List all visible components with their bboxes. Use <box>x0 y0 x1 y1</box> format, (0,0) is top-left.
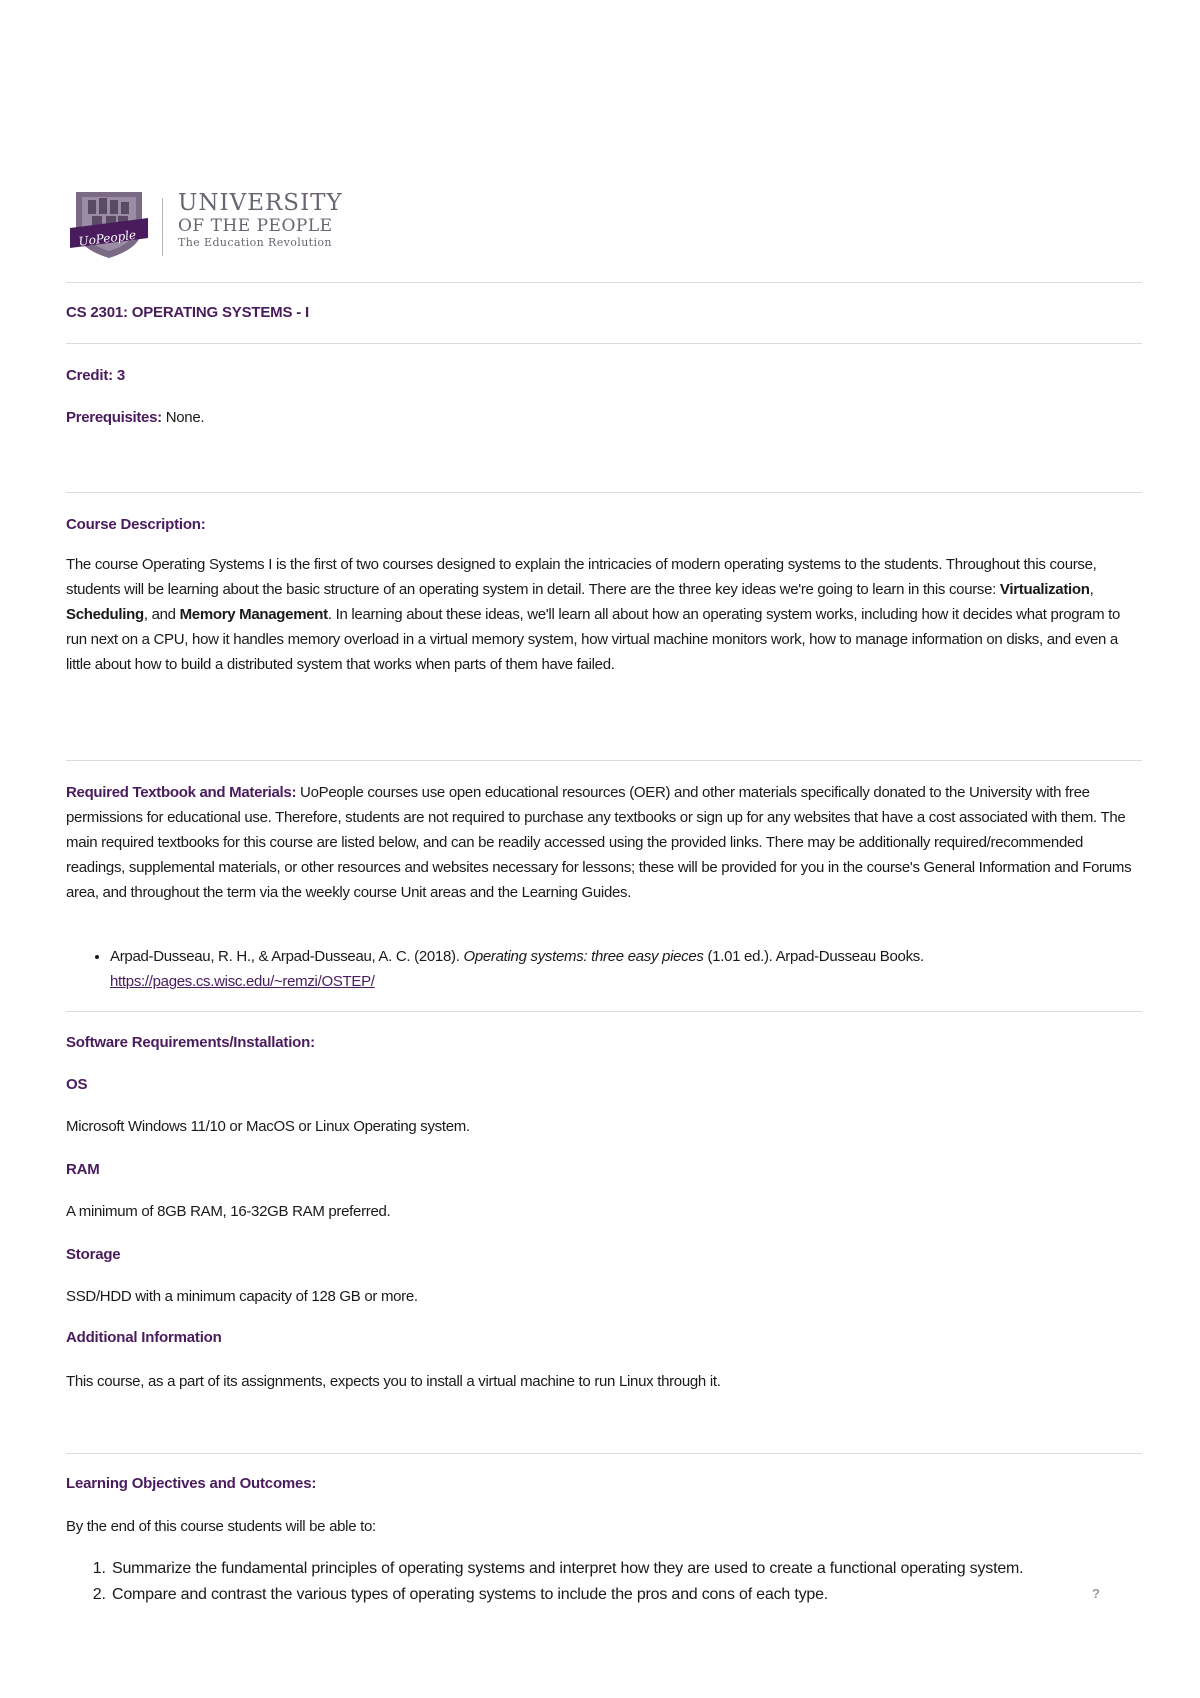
reference-title: Operating systems: three easy pieces <box>463 948 704 965</box>
textbook-list <box>66 944 1186 994</box>
storage-heading: Storage <box>66 1246 121 1263</box>
required-materials-text <box>66 780 1142 905</box>
divider <box>66 1453 1142 1454</box>
additional-information-text: This course, as a part of its assignments, expects you to install a virtual machine to run Linux through it. <box>66 1373 721 1390</box>
additional-information-heading: Additional Information <box>66 1329 222 1346</box>
course-prerequisites <box>66 405 1142 430</box>
reference-authors: Arpad-Dusseau, R. H., & Arpad-Dusseau, A. C. (2018). <box>110 948 464 965</box>
os-text: Microsoft Windows 11/10 or MacOS or Linux Operating system. <box>66 1118 470 1135</box>
prerequisites-value: None. <box>161 409 205 426</box>
uopeople-shield-icon <box>66 188 152 260</box>
required-materials-body: UoPeople courses use open educational resources (OER) and other materials specifically donated to the University with free permissions for educational use. Therefore, students are not required to purchase any textbooks or sign up for any websites that have a cost associated with them. The main required textbooks for this course are listed below, and can be readily accessed using the provided links. There may be additionally required/recommended readings, supplemental materials, or other resources and websites necessary for lessons; these will be provided for you in the course's General Information and Forums area, and throughout the term via the weekly course Unit areas and the Learning Guides. <box>66 784 1132 901</box>
logo-wordmark <box>178 190 343 250</box>
course-title: CS 2301: OPERATING SYSTEMS - I <box>66 304 309 321</box>
learning-objectives-list <box>66 1556 1186 1608</box>
logo-line-university: UNIVERSITY <box>178 190 343 216</box>
keyword-scheduling: Scheduling <box>66 606 144 623</box>
divider <box>66 282 1142 283</box>
description-text-part: . In learning about these ideas, we'll learn all about how an operating system works, including how it decides what program to run next on a CPU, how it handles memory overload in a virtual memory system, how virtual machine monitors work, how to manage information on disks, and even a little about how to build a distributed system that works when parts of them have failed. <box>66 606 1121 673</box>
keyword-memory-management: Memory Management <box>179 606 328 623</box>
learning-objectives-heading: Learning Objectives and Outcomes: <box>66 1475 317 1492</box>
help-question-icon[interactable]: ? <box>1092 1586 1100 1601</box>
course-description-heading: Course Description: <box>66 516 206 533</box>
logo-divider <box>162 198 163 256</box>
course-description-text <box>66 552 1142 677</box>
svg-text:UoPeople: UoPeople <box>77 227 137 249</box>
divider <box>66 343 1142 344</box>
ram-text: A minimum of 8GB RAM, 16-32GB RAM preferred. <box>66 1203 391 1220</box>
prerequisites-label: Prerequisites: <box>66 409 162 426</box>
required-materials-label: Required Textbook and Materials: <box>66 784 297 801</box>
os-heading: OS <box>66 1076 88 1093</box>
divider <box>66 492 1142 493</box>
keyword-virtualization: Virtualization <box>999 581 1090 598</box>
learning-objectives-intro: By the end of this course students will be able to: <box>66 1518 376 1535</box>
logo-tagline: The Education Revolution <box>178 236 332 249</box>
logo-line-of-the-people: OF THE PEOPLE <box>178 216 333 236</box>
learning-objective-item: 1. Summarize the fundamental principles of operating systems and interpret how they are used to create a functional operating system. <box>110 1556 1186 1582</box>
learning-objective-item: 2. Compare and contrast the various types of operating systems to include the pros and cons of each type. <box>110 1582 1186 1608</box>
uopeople-logo <box>66 188 366 268</box>
divider <box>66 760 1142 761</box>
divider <box>66 1011 1142 1012</box>
software-requirements-heading: Software Requirements/Installation: <box>66 1034 315 1051</box>
storage-text: SSD/HDD with a minimum capacity of 128 GB or more. <box>66 1288 418 1305</box>
reference-edition-publisher: (1.01 ed.). Arpad-Dusseau Books. <box>703 948 924 965</box>
description-separator: , and <box>143 606 180 623</box>
ram-heading: RAM <box>66 1161 100 1178</box>
textbook-reference <box>110 944 1186 994</box>
reference-link[interactable]: https://pages.cs.wisc.edu/~remzi/OSTEP/ <box>110 973 375 990</box>
description-separator: , <box>1089 581 1094 598</box>
course-credit: Credit: 3 <box>66 367 126 384</box>
description-text-part: The course Operating Systems I is the first of two courses designed to explain the intricacies of modern operating systems to the students. Throughout this course, students will be learning about the basic structure of an operating system in detail. There are the three key ideas we're going to learn in this course: <box>66 556 1097 598</box>
